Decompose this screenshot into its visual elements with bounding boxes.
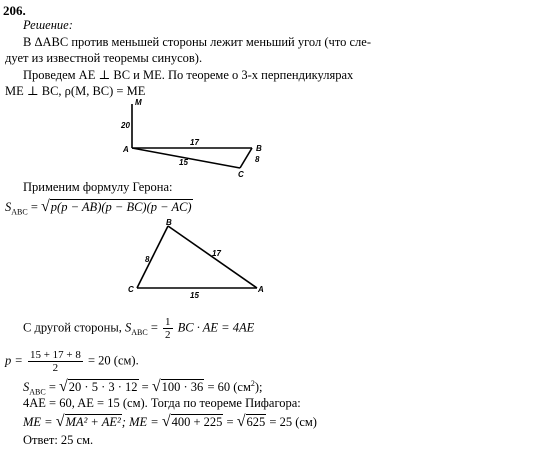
fraction-numerator: 15 + 17 + 8 <box>29 349 81 361</box>
radicand-625: 625 <box>246 415 266 429</box>
fraction-numerator: 1 <box>165 316 171 328</box>
sqrt-icon: √ <box>41 198 50 215</box>
heron-intro: Применим формулу Герона: <box>23 180 173 194</box>
equals-sign: = <box>30 200 38 214</box>
figure-1-pyramid <box>120 98 262 179</box>
fraction-denominator: 2 <box>165 329 171 341</box>
area-symbol: S <box>124 320 132 335</box>
label-b: B <box>166 218 172 227</box>
ae-line: 4AE = 60, AE = 15 (см). Тогда по теореме Пифагора: <box>23 396 301 410</box>
radicand-2: 100 · 36 <box>161 380 204 395</box>
label-m: M <box>135 98 142 107</box>
label-side-20: 20 <box>121 121 130 130</box>
equals-sign: = <box>48 380 56 395</box>
radicand-sum: 400 + 225 <box>171 415 223 429</box>
sqrt-icon: √ <box>236 413 246 430</box>
paragraph-2-line-2: ME ⊥ BC, ρ(M, BC) = ME <box>5 84 146 98</box>
label-side-17: 17 <box>212 249 221 258</box>
semiperimeter-fraction <box>28 349 83 374</box>
area-subscript: ABC <box>29 387 46 397</box>
problem-number: 206. <box>3 3 26 18</box>
paragraph-2-line-1: Проведем AE ⊥ BC и ME. По теореме о 3-х перпендикулярах <box>23 68 354 82</box>
label-c: C <box>128 285 134 294</box>
me-lhs: ME = <box>23 415 53 429</box>
label-a: A <box>123 145 129 154</box>
me-separator: ; ME = <box>121 415 159 429</box>
me-result: = 25 (см) <box>269 415 317 429</box>
fraction-half <box>163 316 173 341</box>
area-symbol: S <box>23 380 30 395</box>
area-subscript: ABC <box>11 207 28 217</box>
area-result-end: ); <box>254 380 263 395</box>
sqrt-icon: √ <box>59 378 68 396</box>
area-subscript: ABC <box>131 327 148 337</box>
label-side-8: 8 <box>255 155 260 164</box>
heron-formula <box>5 199 193 220</box>
label-side-8: 8 <box>145 255 150 264</box>
semiperimeter-formula <box>5 349 139 374</box>
area-symbol: S <box>5 200 12 214</box>
label-b: B <box>256 144 262 153</box>
sqrt-icon: √ <box>161 413 171 430</box>
paragraph-1-line-1: В ΔABC против меньшей стороны лежит меньший угол (что сле- <box>23 35 371 49</box>
solution-heading: Решение: <box>23 18 73 32</box>
edge-cb <box>137 226 168 288</box>
area-result: = 60 (см <box>207 380 251 395</box>
fraction-denominator: 2 <box>52 362 59 374</box>
semiperimeter-result: = 20 (см). <box>87 353 139 368</box>
label-c: C <box>238 170 244 179</box>
sqrt-icon: √ <box>55 413 65 430</box>
answer: Ответ: 25 см. <box>23 433 94 447</box>
label-a: A <box>258 285 264 294</box>
semiperimeter-lhs: p = <box>5 353 23 368</box>
radicand-1: 20 · 5 · 3 · 12 <box>68 380 138 395</box>
label-side-15: 15 <box>179 158 188 167</box>
paragraph-1-line-2: дует из известной теоремы синусов). <box>5 51 203 65</box>
other-side-text: С другой стороны, <box>23 320 122 335</box>
me-computation <box>23 414 317 430</box>
edge-bc <box>240 148 252 168</box>
equals-sign: = <box>141 380 149 395</box>
figure-2-triangle <box>128 218 264 300</box>
equals-sign: = <box>226 415 234 429</box>
label-side-17: 17 <box>190 138 199 147</box>
pythagoras-radicand: MA² + AE² <box>65 415 121 429</box>
equals-sign: = <box>150 320 158 335</box>
area-expression: BC · AE = 4AE <box>177 320 255 335</box>
sqrt-icon: √ <box>151 378 161 396</box>
heron-radicand: p(p − AB)(p − BC)(p − AC) <box>50 200 192 214</box>
unit-exponent: 2 <box>250 379 255 388</box>
other-side-formula <box>23 316 254 341</box>
label-side-15: 15 <box>190 291 199 300</box>
